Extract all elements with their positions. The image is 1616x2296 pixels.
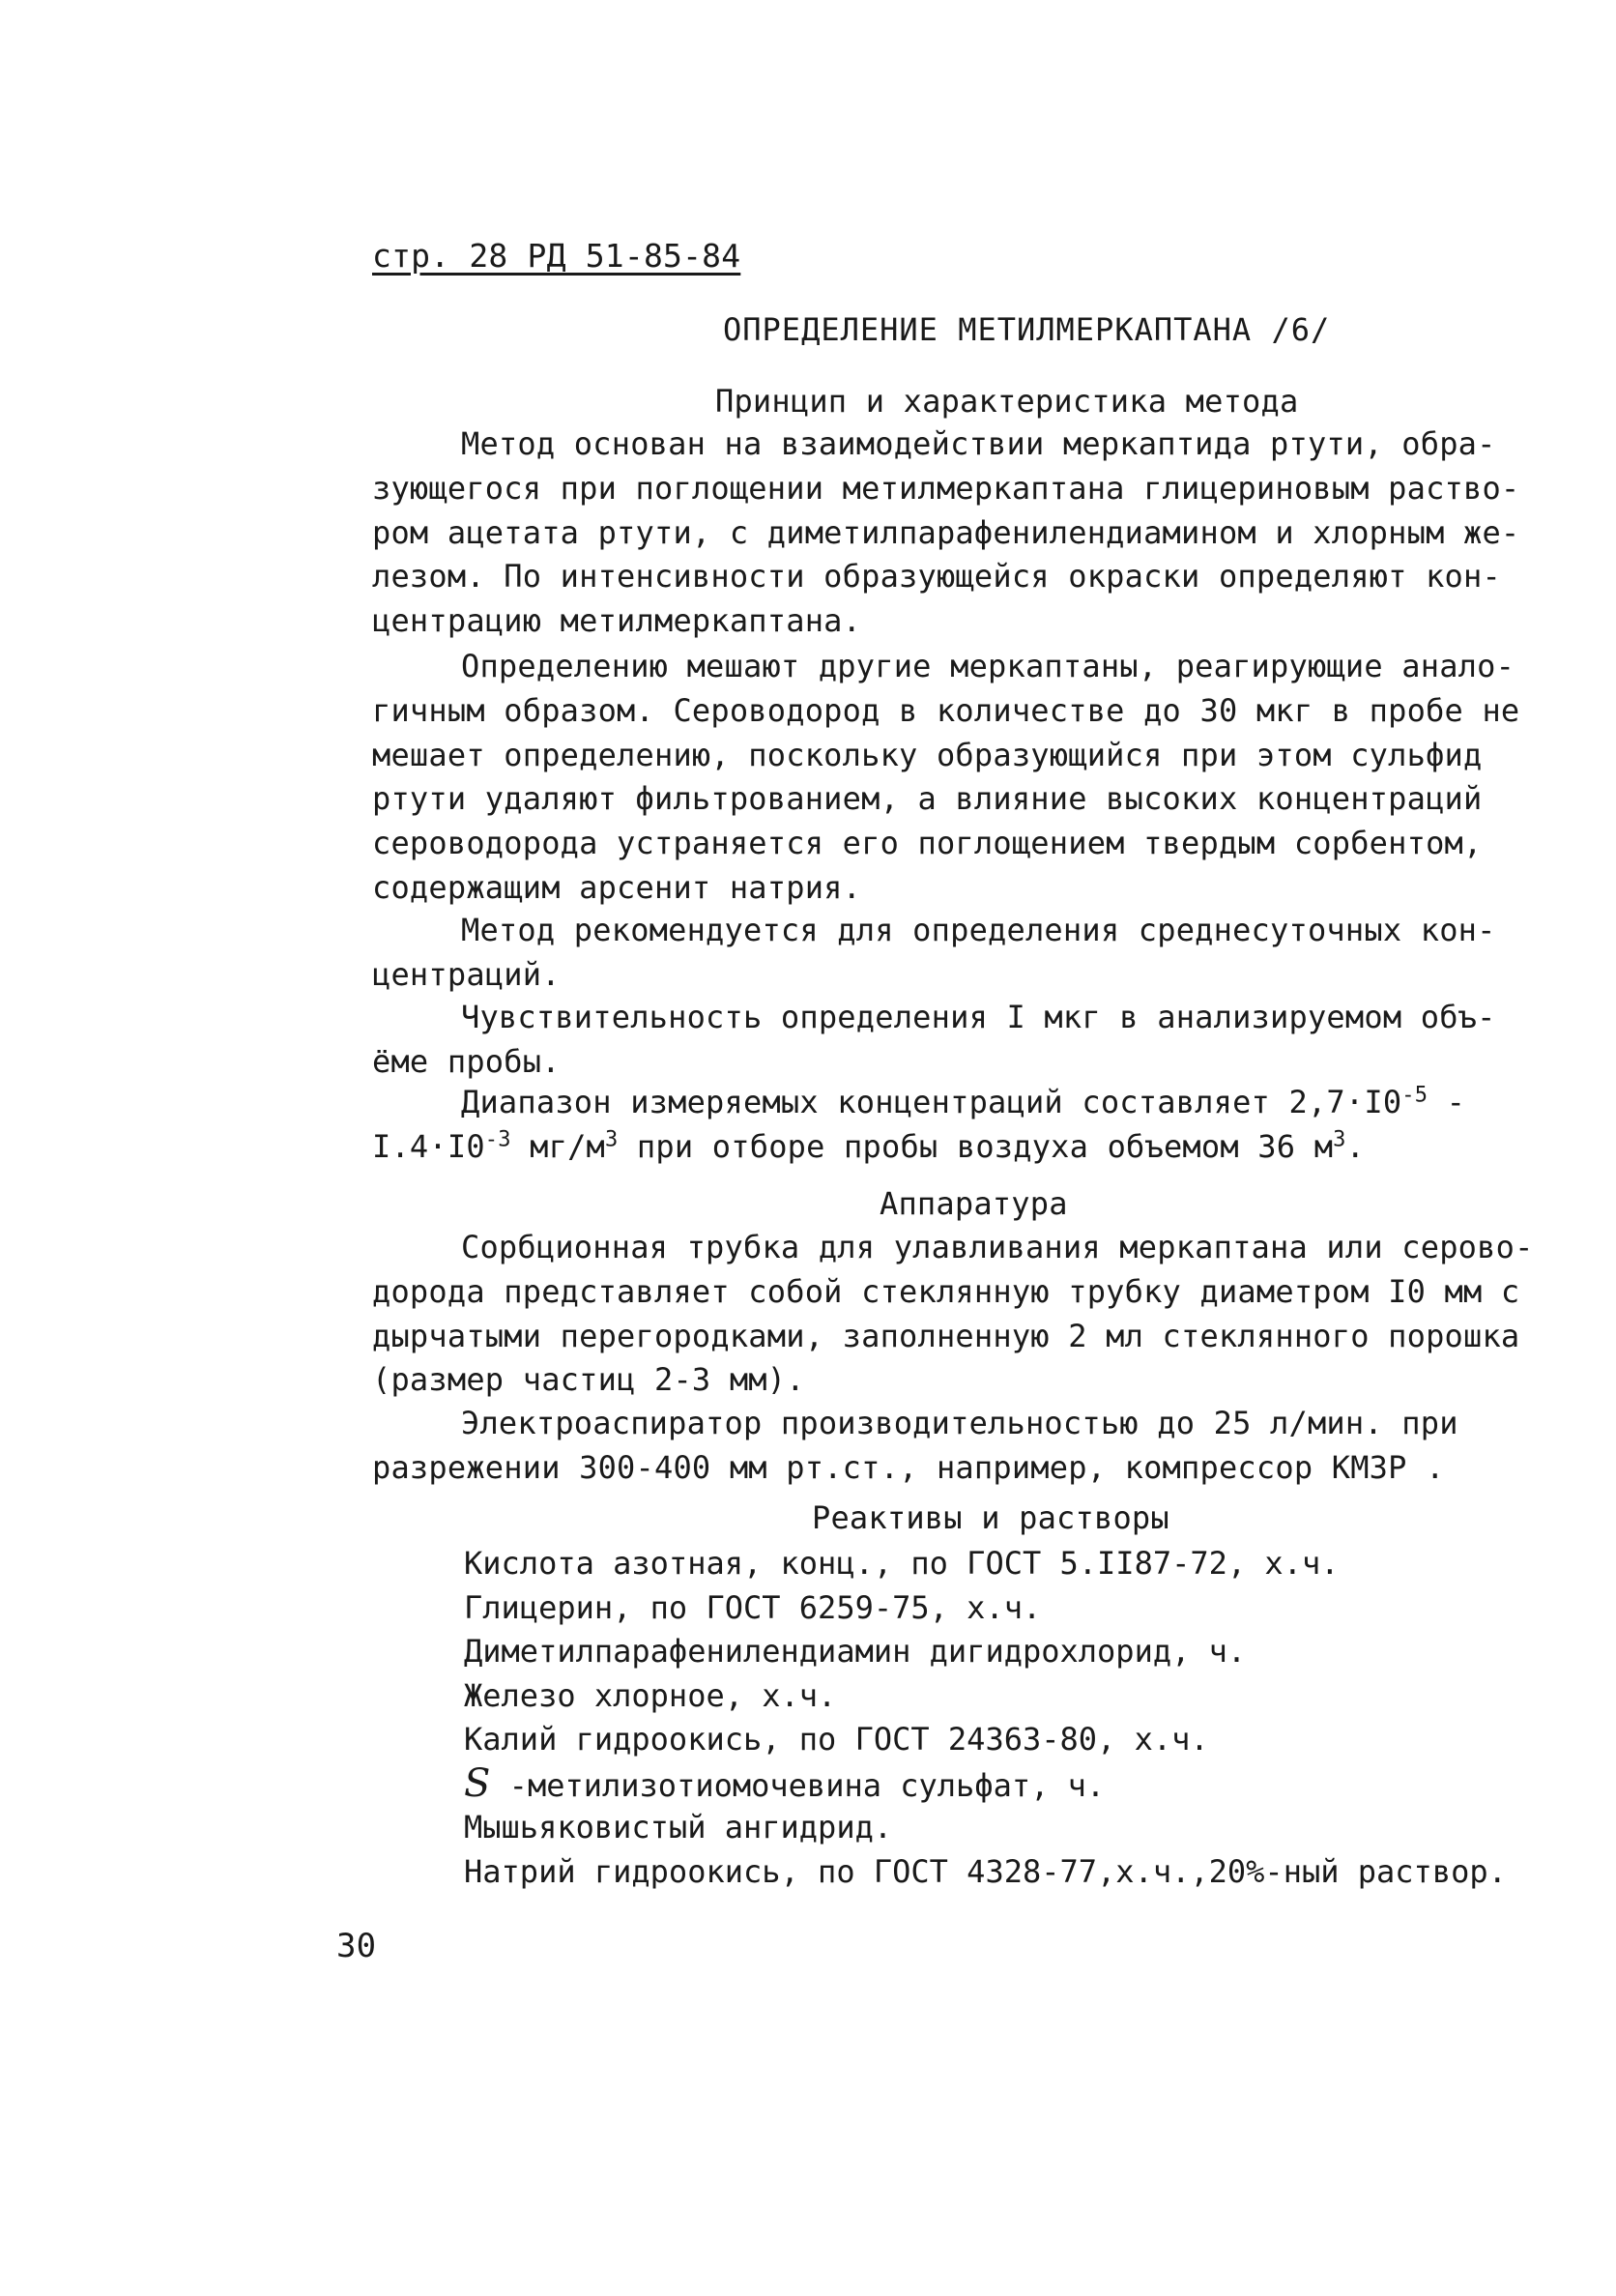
range-text-d: мг/м [510, 1127, 606, 1165]
text-line: сероводорода устраняется его поглощением твердым сорбентом, [372, 825, 1483, 862]
text-line: Сорбционная трубка для улавливания меркаптана или серово- [461, 1229, 1534, 1265]
apparatus-paragraph-1 [372, 1226, 1534, 1403]
text-line: центраций. [372, 955, 561, 993]
text-line: Электроаспиратор производительностью до 25 л/мин. при [461, 1405, 1458, 1441]
text-line: ртути удаляют фильтрованием, а влияние высоких концентраций [372, 780, 1483, 818]
page-header: стр. 28 РД 51-85-84 [372, 237, 741, 275]
range-text-b: - [1428, 1084, 1466, 1120]
reagent-name: -метилизотиомочевина сульфат, ч. [490, 1766, 1106, 1804]
text-line: Чувствительность определения I мкг в анализируемом объ- [461, 999, 1496, 1035]
page-number: 30 [336, 1927, 377, 1965]
reagents-heading: Реактивы и растворы [812, 1499, 1169, 1536]
s-prefix: S [464, 1760, 491, 1806]
text-line: центрацию метилмеркаптана. [372, 602, 862, 640]
list-item: Глицерин, по ГОСТ 6259-75, х.ч. [464, 1588, 1042, 1626]
exponent: -3 [484, 1127, 511, 1152]
text-line: ром ацетата ртути, с диметилпарафенилендиамином и хлорным же- [372, 513, 1520, 551]
principle-paragraph-2 [372, 645, 1520, 911]
text-line: разрежении 300-400 мм рт.ст., например, компрессор КМЗР . [372, 1448, 1445, 1486]
range-text-c: I.4·I0 [372, 1127, 485, 1165]
exponent: 3 [1333, 1127, 1346, 1152]
principle-paragraph-5 [372, 1081, 1493, 1170]
text-line: дорода представляет собой стеклянную трубку диаметром I0 мм с [372, 1272, 1520, 1310]
list-item: Калий гидроокись, по ГОСТ 24363-80, х.ч. [464, 1721, 1209, 1758]
apparatus-heading: Аппаратура [880, 1185, 1068, 1222]
text-line: Метод основан на взаимодействии меркаптида ртути, обра- [461, 425, 1496, 462]
range-text-f: . [1345, 1127, 1366, 1165]
list-item: Железо хлорное, х.ч. [464, 1676, 837, 1714]
list-item: Диметилпарафенилендиамин дигидрохлорид, ч. [464, 1633, 1247, 1670]
list-item: Мышьяковистый ангидрид. [464, 1809, 893, 1846]
text-line: лезом. По интенсивности образующейся окраски определяют кон- [372, 558, 1501, 596]
exponent: -5 [1401, 1083, 1428, 1108]
text-line: гичным образом. Сероводород в количестве до 30 мкг в пробе не [372, 691, 1520, 729]
list-item: Натрий гидроокись, по ГОСТ 4328-77,х.ч.,20%-ный раствор. [464, 1852, 1507, 1890]
range-text-e: при отборе пробы воздуха объемом 36 м [618, 1127, 1334, 1165]
text-line: ёме пробы. [372, 1042, 561, 1080]
list-item [464, 1762, 1507, 1807]
exponent: 3 [605, 1127, 619, 1152]
text-line: Определению мешают другие меркаптаны, реагирующие анало- [461, 648, 1515, 684]
principle-heading: Принцип и характеристика метода [715, 383, 1299, 420]
apparatus-paragraph-2 [372, 1402, 1493, 1491]
text-line: зующегося при поглощении метилмеркаптана глицериновым раство- [372, 469, 1520, 507]
range-text-a: Диапазон измеряемых концентраций составляет 2,7·I0 [461, 1084, 1402, 1120]
text-line: (размер частиц 2-3 мм). [372, 1361, 805, 1399]
text-line: Метод рекомендуется для определения среднесуточных кон- [461, 912, 1496, 948]
text-line: дырчатыми перегородками, заполненную 2 мл стеклянного порошка [372, 1317, 1520, 1354]
reagents-list [464, 1542, 1507, 1894]
text-line [372, 1125, 1493, 1170]
principle-paragraph-4 [372, 996, 1496, 1085]
text-line: мешает определению, поскольку образующийся при этом сульфид [372, 736, 1483, 773]
text-line [372, 1081, 1493, 1125]
text-line: содержащим арсенит натрия. [372, 868, 862, 906]
list-item: Кислота азотная, конц., по ГОСТ 5.II87-72, х.ч. [464, 1545, 1340, 1582]
section-title: ОПРЕДЕЛЕНИЕ МЕТИЛМЕРКАПТАНА /6/ [723, 311, 1331, 348]
principle-paragraph-3 [372, 909, 1496, 998]
principle-paragraph-1 [372, 422, 1520, 644]
